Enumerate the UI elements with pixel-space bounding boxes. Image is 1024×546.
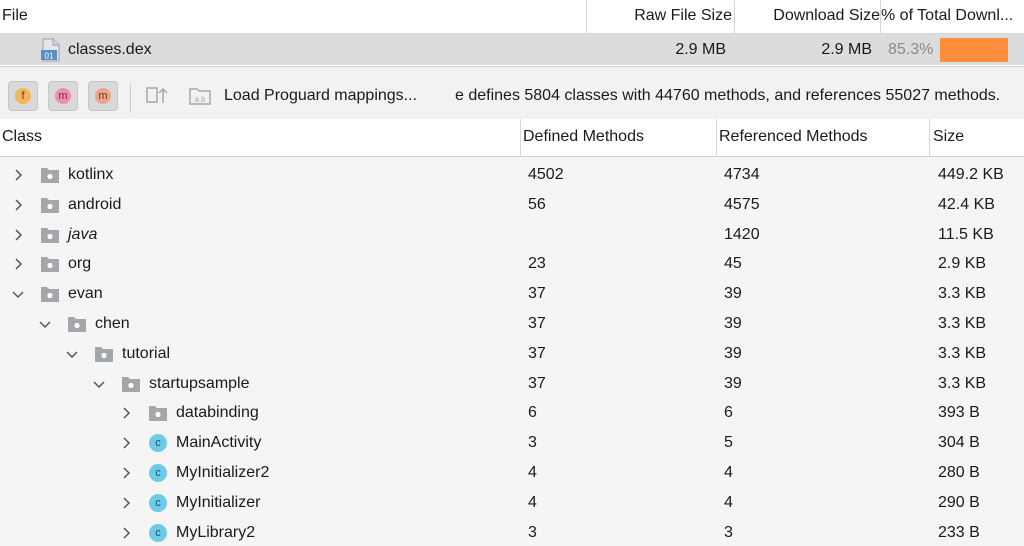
tree-row-org[interactable]	[0, 249, 1024, 279]
column-divider[interactable]	[586, 0, 587, 33]
show-methods-button[interactable]	[48, 81, 78, 111]
tree-row-databinding[interactable]	[0, 398, 1024, 428]
dex-file-icon	[40, 38, 62, 62]
chevron-down-icon[interactable]	[10, 286, 26, 302]
referenced-methods-value: 4575	[724, 196, 760, 213]
chevron-down-icon[interactable]	[91, 376, 107, 392]
tree-item-label: MyLibrary2	[176, 524, 256, 541]
package-folder-icon	[40, 196, 60, 214]
column-header-raw-file-size[interactable]: Raw File Size	[634, 7, 732, 24]
tree-row-myinitializer[interactable]	[0, 488, 1024, 518]
chevron-right-icon[interactable]	[10, 167, 26, 183]
package-folder-icon	[40, 166, 60, 184]
svg-text:a.b: a.b	[194, 95, 206, 104]
column-header-referenced-methods[interactable]: Referenced Methods	[719, 128, 868, 145]
percent-value: 85.3%	[888, 41, 934, 58]
referenced-methods-value: 5	[724, 434, 733, 451]
defined-methods-value: 37	[528, 285, 546, 302]
chevron-right-icon[interactable]	[10, 256, 26, 272]
tree-item-label: MainActivity	[176, 434, 262, 451]
load-proguard-mappings-button[interactable]: Load Proguard mappings...	[224, 87, 418, 104]
column-header-class[interactable]: Class	[2, 128, 43, 145]
tree-row-myinitializer2[interactable]	[0, 458, 1024, 488]
show-removed-nodes-icon[interactable]	[144, 83, 170, 109]
chevron-down-icon[interactable]	[37, 316, 53, 332]
package-folder-icon	[40, 255, 60, 273]
column-divider[interactable]	[734, 0, 735, 33]
tree-row-mainactivity[interactable]	[0, 428, 1024, 458]
size-value: 2.9 KB	[938, 255, 987, 272]
show-referenced-button[interactable]	[88, 81, 118, 111]
tree-row-kotlinx[interactable]	[0, 160, 1024, 190]
referenced-methods-value: 4734	[724, 166, 760, 183]
defined-methods-value: 3	[528, 434, 537, 451]
column-header-file[interactable]: File	[2, 7, 28, 24]
package-folder-icon	[40, 226, 60, 244]
package-folder-icon	[121, 375, 141, 393]
show-fields-button[interactable]	[8, 81, 38, 111]
defined-methods-value: 23	[528, 255, 546, 272]
tree-item-label: kotlinx	[68, 166, 114, 183]
referenced-methods-value: 4	[724, 464, 733, 481]
file-table-header	[0, 0, 1024, 34]
tree-item-label: MyInitializer2	[176, 464, 270, 481]
dex-summary-text: e defines 5804 classes with 44760 methods, and references 55027 methods.	[455, 87, 1001, 104]
f-icon: f	[15, 88, 31, 104]
size-value: 233 B	[938, 524, 980, 541]
chevron-right-icon[interactable]	[10, 227, 26, 243]
tree-item-label: java	[68, 226, 98, 243]
m-icon: m	[55, 88, 71, 104]
tree-item-label: evan	[68, 285, 103, 302]
class-tree[interactable]	[0, 157, 1024, 546]
size-value: 3.3 KB	[938, 345, 987, 362]
class-icon: c	[149, 464, 167, 482]
column-divider[interactable]	[520, 119, 521, 156]
percent-bar	[940, 38, 1008, 62]
defined-methods-value: 56	[528, 196, 546, 213]
referenced-methods-value: 45	[724, 255, 742, 272]
chevron-right-icon[interactable]	[118, 525, 134, 541]
tree-item-label: MyInitializer	[176, 494, 261, 511]
tree-item-label: tutorial	[122, 345, 171, 362]
referenced-methods-value: 39	[724, 285, 742, 302]
chevron-down-icon[interactable]	[64, 346, 80, 362]
defined-methods-value: 4	[528, 464, 537, 481]
file-name: classes.dex	[68, 41, 152, 58]
chevron-right-icon[interactable]	[118, 435, 134, 451]
deobfuscate-names-icon[interactable]	[188, 83, 214, 109]
tree-row-android[interactable]	[0, 190, 1024, 220]
size-value: 3.3 KB	[938, 375, 987, 392]
tree-row-mylibrary2[interactable]	[0, 518, 1024, 546]
chevron-right-icon[interactable]	[118, 405, 134, 421]
size-value: 304 B	[938, 434, 980, 451]
referenced-methods-value: 1420	[724, 226, 760, 243]
mf-icon: m	[95, 88, 111, 104]
chevron-right-icon[interactable]	[118, 465, 134, 481]
chevron-right-icon[interactable]	[10, 197, 26, 213]
tree-row-tutorial[interactable]	[0, 339, 1024, 369]
referenced-methods-value: 4	[724, 494, 733, 511]
package-folder-icon	[67, 315, 87, 333]
column-divider[interactable]	[929, 119, 930, 156]
defined-methods-value: 4502	[528, 166, 564, 183]
toolbar	[0, 66, 1024, 120]
size-value: 3.3 KB	[938, 315, 987, 332]
download-size-value: 2.9 MB	[821, 41, 872, 58]
toolbar-separator	[130, 83, 131, 113]
defined-methods-value: 6	[528, 404, 537, 421]
referenced-methods-value: 3	[724, 524, 733, 541]
class-table-header	[0, 119, 1024, 157]
size-value: 449.2 KB	[938, 166, 1004, 183]
tree-item-label: android	[68, 196, 122, 213]
package-folder-icon	[40, 285, 60, 303]
class-icon: c	[149, 524, 167, 542]
column-header-download-size[interactable]: Download Size	[773, 7, 880, 24]
package-folder-icon	[94, 345, 114, 363]
size-value: 11.5 KB	[938, 226, 994, 243]
size-value: 393 B	[938, 404, 980, 421]
tree-item-label: startupsample	[149, 375, 250, 392]
referenced-methods-value: 6	[724, 404, 733, 421]
tree-item-label: chen	[95, 315, 130, 332]
defined-methods-value: 3	[528, 524, 537, 541]
defined-methods-value: 37	[528, 315, 546, 332]
percent-bar-track	[940, 38, 1008, 62]
svg-text:01: 01	[44, 51, 54, 61]
size-value: 3.3 KB	[938, 285, 987, 302]
defined-methods-value: 37	[528, 345, 546, 362]
size-value: 290 B	[938, 494, 980, 511]
tree-row-evan[interactable]	[0, 279, 1024, 309]
raw-file-size-value: 2.9 MB	[675, 41, 726, 58]
column-divider[interactable]	[716, 119, 717, 156]
file-row-classes-dex[interactable]	[0, 34, 1024, 65]
defined-methods-value: 37	[528, 375, 546, 392]
tree-item-label: databinding	[176, 404, 259, 421]
column-header-defined-methods[interactable]: Defined Methods	[523, 128, 644, 145]
class-icon: c	[149, 494, 167, 512]
class-icon: c	[149, 434, 167, 452]
tree-row-chen[interactable]	[0, 309, 1024, 339]
referenced-methods-value: 39	[724, 375, 742, 392]
size-value: 280 B	[938, 464, 980, 481]
size-value: 42.4 KB	[938, 196, 995, 213]
referenced-methods-value: 39	[724, 315, 742, 332]
tree-row-startupsample[interactable]	[0, 369, 1024, 399]
referenced-methods-value: 39	[724, 345, 742, 362]
column-header-size[interactable]: Size	[933, 128, 965, 145]
tree-item-label: org	[68, 255, 92, 272]
defined-methods-value: 4	[528, 494, 537, 511]
tree-row-java[interactable]	[0, 220, 1024, 250]
column-header-percent-total[interactable]: % of Total Downl...	[881, 7, 1014, 24]
chevron-right-icon[interactable]	[118, 495, 134, 511]
package-folder-icon	[148, 404, 168, 422]
